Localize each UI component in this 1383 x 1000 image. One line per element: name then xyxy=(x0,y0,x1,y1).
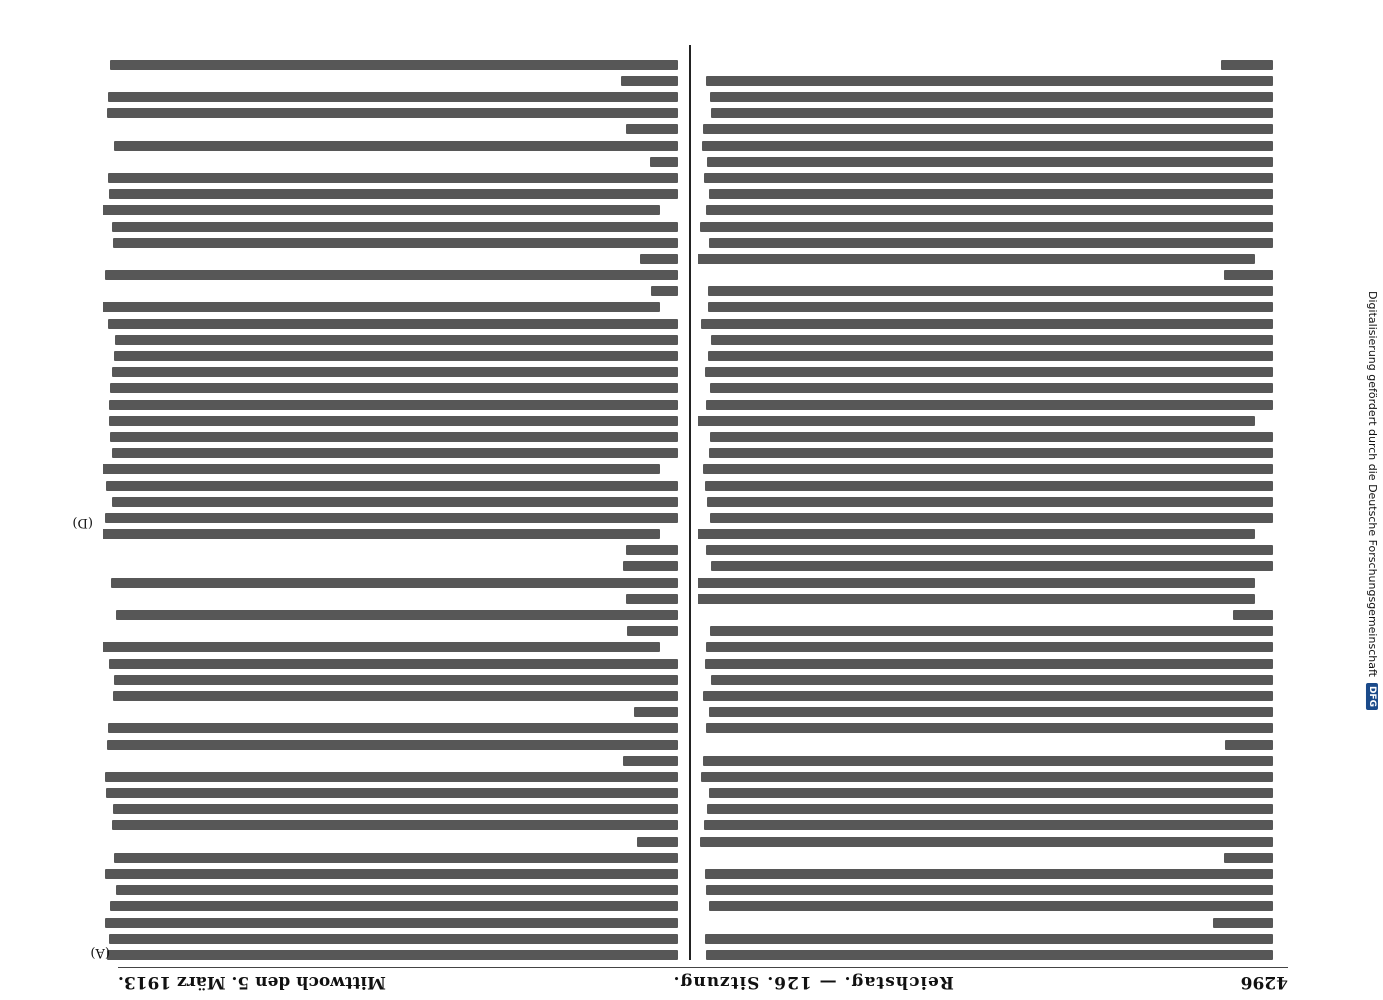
text-line xyxy=(701,772,1273,782)
text-line xyxy=(705,869,1273,879)
text-line xyxy=(105,270,678,280)
text-line xyxy=(705,659,1273,669)
text-line xyxy=(709,901,1273,911)
text-line xyxy=(114,141,678,151)
text-line xyxy=(105,772,678,782)
text-line xyxy=(709,238,1273,248)
text-line xyxy=(107,950,678,960)
text-line xyxy=(710,626,1273,636)
text-line xyxy=(711,108,1273,118)
page-number: 4296 xyxy=(1240,972,1288,992)
text-line xyxy=(103,303,660,313)
text-line xyxy=(626,545,678,555)
text-line xyxy=(698,529,1255,539)
text-line xyxy=(107,108,678,118)
text-line xyxy=(704,173,1273,183)
text-line xyxy=(703,756,1273,766)
text-line xyxy=(706,545,1273,555)
text-line xyxy=(706,400,1273,410)
text-line xyxy=(116,610,678,620)
text-line xyxy=(706,885,1273,895)
text-line xyxy=(109,934,678,944)
margin-marker-d: (D) xyxy=(72,515,93,530)
text-line xyxy=(650,157,678,167)
text-line xyxy=(106,788,678,798)
text-line xyxy=(711,675,1273,685)
text-line xyxy=(702,141,1273,151)
text-line xyxy=(698,416,1255,426)
text-line xyxy=(1224,270,1273,280)
text-line xyxy=(109,400,678,410)
session-title: Reichstag. — 126. Sitzung. xyxy=(672,972,954,992)
text-line xyxy=(698,254,1255,264)
text-line xyxy=(103,205,660,215)
text-line xyxy=(651,286,678,296)
text-line xyxy=(703,464,1273,474)
text-line xyxy=(114,351,678,361)
text-line xyxy=(703,691,1273,701)
text-line xyxy=(103,464,660,474)
text-line xyxy=(623,562,678,572)
text-line xyxy=(698,578,1255,588)
text-line xyxy=(112,448,678,458)
text-line xyxy=(116,885,678,895)
session-date: Mittwoch den 5. März 1913. xyxy=(118,972,386,992)
text-line xyxy=(626,124,678,134)
text-line xyxy=(700,837,1273,847)
text-line xyxy=(105,513,678,523)
text-line xyxy=(623,756,678,766)
text-line xyxy=(707,157,1273,167)
text-line xyxy=(108,319,678,329)
text-column-left xyxy=(698,45,1273,960)
text-line xyxy=(711,562,1273,572)
text-line xyxy=(708,351,1273,361)
text-line xyxy=(706,950,1273,960)
digitization-note xyxy=(1361,0,1383,1000)
text-line xyxy=(637,837,678,847)
text-line xyxy=(114,675,678,685)
text-line xyxy=(707,497,1273,507)
text-line xyxy=(110,60,678,70)
text-column-right xyxy=(103,45,678,960)
text-line xyxy=(1225,740,1273,750)
text-line xyxy=(112,821,678,831)
text-line xyxy=(108,92,678,102)
text-line xyxy=(109,416,678,426)
text-line xyxy=(710,92,1273,102)
text-line xyxy=(1213,918,1273,928)
text-line xyxy=(110,383,678,393)
text-line xyxy=(703,124,1273,134)
column-divider xyxy=(689,45,691,960)
text-line xyxy=(108,723,678,733)
text-line xyxy=(111,578,678,588)
digitization-text: Digitalisierung gefördert durch die Deutsche Forschungsgemeinschaft xyxy=(1365,290,1379,677)
text-line xyxy=(106,481,678,491)
text-line xyxy=(709,788,1273,798)
text-line xyxy=(710,383,1273,393)
text-line xyxy=(710,513,1273,523)
text-line xyxy=(107,740,678,750)
text-line xyxy=(709,189,1273,199)
text-line xyxy=(112,367,678,377)
text-line xyxy=(710,432,1273,442)
text-line xyxy=(708,303,1273,313)
header-rule xyxy=(118,967,1288,968)
text-line xyxy=(709,707,1273,717)
text-line xyxy=(701,319,1273,329)
text-line xyxy=(705,367,1273,377)
text-line xyxy=(634,707,678,717)
text-line xyxy=(1224,853,1273,863)
text-line xyxy=(706,205,1273,215)
text-line xyxy=(705,481,1273,491)
text-line xyxy=(708,286,1273,296)
text-line xyxy=(621,76,678,86)
text-line xyxy=(108,173,678,183)
text-line xyxy=(640,254,678,264)
page-header xyxy=(118,970,1288,994)
text-line xyxy=(626,594,678,604)
text-line xyxy=(1221,60,1273,70)
text-line xyxy=(109,659,678,669)
text-line xyxy=(627,626,678,636)
text-line xyxy=(707,804,1273,814)
text-line xyxy=(110,432,678,442)
text-line xyxy=(109,189,678,199)
text-line xyxy=(114,853,678,863)
text-line xyxy=(103,642,660,652)
text-line xyxy=(705,934,1273,944)
margin-marker-a: (A) xyxy=(90,945,110,960)
text-line xyxy=(711,335,1273,345)
text-line xyxy=(709,448,1273,458)
text-line xyxy=(706,76,1273,86)
text-line xyxy=(105,918,678,928)
text-line xyxy=(110,901,678,911)
text-line xyxy=(103,529,660,539)
text-line xyxy=(112,222,678,232)
text-line xyxy=(113,691,678,701)
text-line xyxy=(700,222,1273,232)
text-line xyxy=(113,804,678,814)
text-line xyxy=(115,335,678,345)
text-line xyxy=(1233,610,1273,620)
text-line xyxy=(105,869,678,879)
dfg-logo-icon: DFG xyxy=(1366,682,1378,709)
text-line xyxy=(113,238,678,248)
text-line xyxy=(698,594,1255,604)
text-line xyxy=(706,723,1273,733)
text-line xyxy=(704,821,1273,831)
text-line xyxy=(706,642,1273,652)
text-line xyxy=(112,497,678,507)
